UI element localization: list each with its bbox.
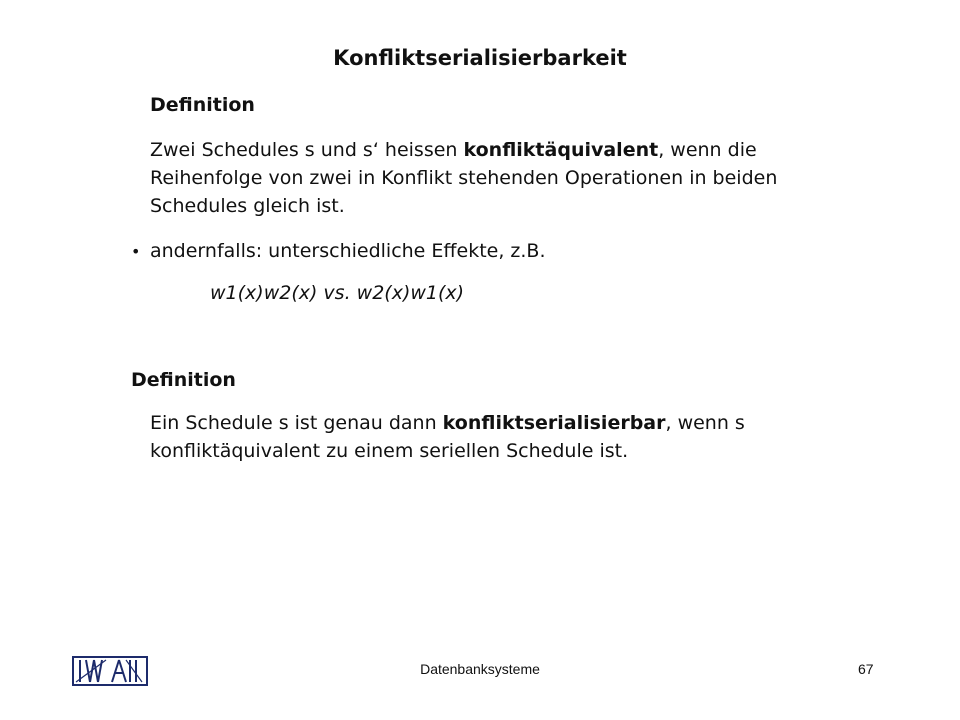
page-number: 67 [858, 661, 874, 677]
definition-1-line-3: Schedules gleich ist. [150, 195, 345, 217]
definition-2-text-pre: Ein Schedule s ist genau dann [150, 412, 443, 434]
example-schedules: w1(x)w2(x) vs. w2(x)w1(x) [210, 282, 465, 304]
definition-2-text-post: , wenn s [665, 412, 745, 434]
definition-heading-1: Definition [150, 94, 255, 116]
slide-title: Konfliktserialisierbarkeit [333, 46, 627, 70]
definition-1-line-1 [150, 137, 757, 164]
footer-title: Datenbanksysteme [420, 661, 540, 677]
definition-1-text-pre: Zwei Schedules s und s‘ heissen [150, 139, 464, 161]
bullet-text: andernfalls: unterschiedliche Effekte, z.B. [150, 240, 546, 262]
definition-2-line-1 [150, 410, 745, 437]
term-konfliktserialisierbar: konfliktserialisierbar [442, 412, 666, 434]
bullet-marker: • [131, 242, 141, 261]
term-konfliktaequivalent: konfliktäquivalent [463, 139, 659, 161]
definition-1-text-post: , wenn die [658, 139, 757, 161]
definition-1-line-2: Reihenfolge von zwei in Konflikt stehenden Operationen in beiden [150, 167, 778, 189]
definition-2-line-2: konfliktäquivalent zu einem seriellen Schedule ist. [150, 440, 629, 462]
definition-heading-2: Definition [131, 369, 236, 391]
